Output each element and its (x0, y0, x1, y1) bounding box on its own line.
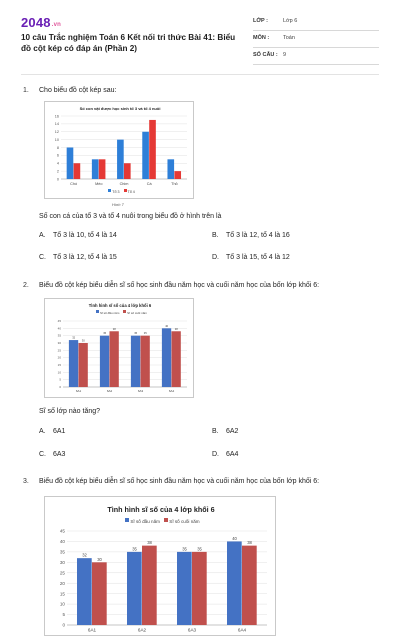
chart-legend (45, 189, 195, 194)
option-text: 6A2 (226, 428, 239, 435)
data-label: 38 (174, 327, 178, 331)
y-tick-label: 0 (59, 385, 61, 390)
chart-class-size-large (44, 496, 276, 636)
header-divider (21, 74, 379, 75)
x-tick-label: 6A2 (106, 389, 113, 393)
meta-value: Lớp 6 (283, 18, 298, 24)
meta-row-count (253, 48, 379, 65)
meta-row-class (253, 14, 379, 31)
data-label: 35 (132, 546, 137, 552)
chart-animals (44, 101, 194, 199)
question-number: 3. (23, 478, 29, 485)
y-tick-label: 25 (57, 348, 61, 353)
x-tick-label: Cá (146, 181, 152, 186)
bar (92, 562, 107, 625)
y-tick-label: 15 (59, 591, 65, 597)
option-letter: A. (39, 428, 46, 435)
chart-title: Tình hình sĩ số của 4 lớp khối 6 (88, 303, 152, 308)
option-text: 6A1 (53, 428, 66, 435)
option-text: Tổ 3 là 12, tổ 4 là 16 (226, 232, 290, 239)
y-tick-label: 45 (59, 528, 65, 534)
x-tick-label: 6A2 (137, 627, 147, 633)
data-label: 40 (165, 324, 169, 328)
legend-swatch (124, 189, 127, 192)
meta-label: LỚP : (253, 18, 268, 24)
data-label: 40 (232, 535, 237, 541)
y-tick-label: 15 (57, 363, 61, 368)
x-tick-label: Chim (119, 181, 129, 186)
y-tick-label: 5 (62, 612, 65, 618)
bar (192, 552, 207, 625)
chart-title: Số con vật được học sinh tổ 3 và tổ 4 nuôi (79, 106, 161, 111)
chart-plot (45, 102, 195, 200)
y-tick-label: 2 (56, 169, 59, 174)
option-letter: D. (212, 254, 219, 261)
bar (177, 552, 192, 625)
site-logo[interactable]: 2048.vn (21, 15, 62, 30)
y-tick-label: 35 (59, 549, 65, 555)
y-tick-label: 10 (54, 137, 59, 142)
option-a[interactable] (39, 232, 117, 239)
legend-label: Sĩ số cuối năm (127, 311, 148, 315)
data-label: 30 (97, 556, 102, 562)
question-text: Biểu đồ cột kép biểu diễn sĩ số học sinh đầu năm học và cuối năm học của bốn lớp khối 6: (39, 478, 320, 485)
meta-value: 9 (283, 52, 287, 58)
y-tick-label: 20 (59, 580, 65, 586)
bar (74, 163, 81, 179)
bar (124, 163, 131, 179)
bar (92, 159, 99, 179)
option-d[interactable] (212, 451, 238, 458)
bar (131, 336, 140, 387)
bar (162, 328, 171, 387)
option-d[interactable] (212, 254, 290, 261)
question-subtext: Số con cá của tổ 3 và tổ 4 nuôi trong biểu đồ ở hình trên là (39, 213, 222, 220)
bar (167, 159, 174, 179)
option-text: Tổ 3 là 12, tổ 4 là 15 (53, 254, 117, 261)
x-tick-label: 6A3 (137, 389, 144, 393)
option-c[interactable] (39, 254, 117, 261)
y-tick-label: 45 (57, 319, 61, 324)
option-b[interactable] (212, 232, 290, 239)
y-tick-label: 12 (54, 130, 59, 135)
data-label: 35 (143, 332, 147, 336)
y-tick-label: 30 (59, 559, 65, 565)
x-tick-label: 6A4 (237, 627, 247, 633)
meta-table (253, 14, 379, 65)
data-label: 35 (134, 332, 138, 336)
meta-row-subject (253, 31, 379, 48)
bar (117, 140, 124, 179)
y-tick-label: 0 (62, 622, 65, 628)
y-tick-label: 10 (57, 370, 61, 375)
bar (174, 171, 181, 179)
legend-swatch (108, 189, 111, 192)
option-letter: C. (39, 254, 46, 261)
legend-label: Sĩ số đầu năm (99, 311, 120, 315)
data-label: 35 (182, 546, 187, 552)
bar (142, 546, 157, 625)
bar (242, 546, 257, 625)
question-number: 1. (23, 87, 29, 94)
bar (100, 336, 109, 387)
question-text: Cho biểu đồ cột kép sau: (39, 87, 117, 94)
bar (67, 148, 74, 180)
question-text: Biểu đồ cột kép biểu diễn sĩ số học sinh đầu năm học và cuối năm học của bốn lớp khối 6: (39, 282, 320, 289)
x-tick-label: Thỏ (171, 181, 178, 186)
figure-caption: Hình 7 (112, 202, 124, 207)
bar (127, 552, 142, 625)
x-tick-label: 6A1 (75, 389, 82, 393)
option-text: 6A4 (226, 451, 239, 458)
y-tick-label: 6 (56, 153, 59, 158)
option-b[interactable] (212, 428, 238, 435)
y-tick-label: 8 (56, 145, 59, 150)
option-text: Tổ 3 là 10, tổ 4 là 14 (53, 232, 117, 239)
bar (77, 558, 92, 625)
y-tick-label: 10 (59, 601, 65, 607)
option-letter: B. (212, 232, 219, 239)
y-tick-label: 4 (56, 161, 59, 166)
bar (99, 159, 106, 179)
meta-label: MÔN : (253, 35, 270, 41)
option-letter: A. (39, 232, 46, 239)
y-tick-label: 5 (59, 377, 61, 382)
data-label: 35 (103, 332, 107, 336)
bar (142, 132, 149, 179)
y-tick-label: 40 (59, 539, 65, 545)
y-tick-label: 30 (57, 341, 61, 346)
bar (110, 331, 119, 387)
chart-class-size (44, 298, 194, 398)
bar (172, 331, 181, 387)
legend-label: Sĩ số cuối năm (169, 519, 200, 524)
y-tick-label: 20 (57, 355, 61, 360)
bar (149, 120, 156, 179)
data-label: 38 (247, 540, 252, 546)
x-tick-label: Mèo (95, 181, 103, 186)
data-label: 32 (82, 552, 87, 558)
x-tick-label: 6A1 (87, 627, 97, 633)
x-tick-label: Chó (70, 181, 78, 186)
option-text: Tổ 3 là 15, tổ 4 là 12 (226, 254, 290, 261)
y-tick-label: 16 (54, 114, 59, 119)
data-label: 32 (72, 336, 76, 340)
option-letter: B. (212, 428, 219, 435)
chart-title: Tình hình sĩ số của 4 lớp khối 6 (107, 505, 215, 514)
bar (69, 340, 78, 387)
question-number: 2. (23, 282, 29, 289)
data-label: 38 (112, 327, 116, 331)
option-text: 6A3 (53, 451, 66, 458)
option-a[interactable] (39, 428, 65, 435)
option-letter: D. (212, 451, 219, 458)
y-tick-label: 0 (56, 177, 59, 182)
legend-label: Sĩ số đầu năm (130, 519, 160, 524)
y-tick-label: 40 (57, 326, 61, 331)
bar (79, 343, 88, 387)
option-c[interactable] (39, 451, 65, 458)
data-label: 30 (81, 339, 85, 343)
x-tick-label: 6A4 (168, 389, 175, 393)
y-tick-label: 14 (54, 122, 59, 127)
y-tick-label: 35 (57, 333, 61, 338)
data-label: 35 (197, 546, 202, 552)
chart-plot (45, 497, 277, 637)
meta-label: SỐ CÂU : (253, 52, 278, 58)
bar (227, 541, 242, 625)
chart-plot (45, 299, 195, 399)
x-tick-label: 6A3 (187, 627, 197, 633)
page-title: 10 câu Trắc nghiệm Toán 6 Kết nối tri thức Bài 41: Biểu đồ cột kép có đáp án (Phần 2) (21, 33, 236, 53)
y-tick-label: 25 (59, 570, 65, 576)
bar (141, 336, 150, 387)
data-label: 38 (147, 540, 152, 546)
legend-label: Tổ 4 (127, 190, 135, 194)
option-letter: C. (39, 451, 46, 458)
question-subtext: Sĩ số lớp nào tăng? (39, 408, 101, 415)
meta-value: Toán (283, 35, 295, 41)
legend-label: Tổ 3 (112, 190, 120, 194)
